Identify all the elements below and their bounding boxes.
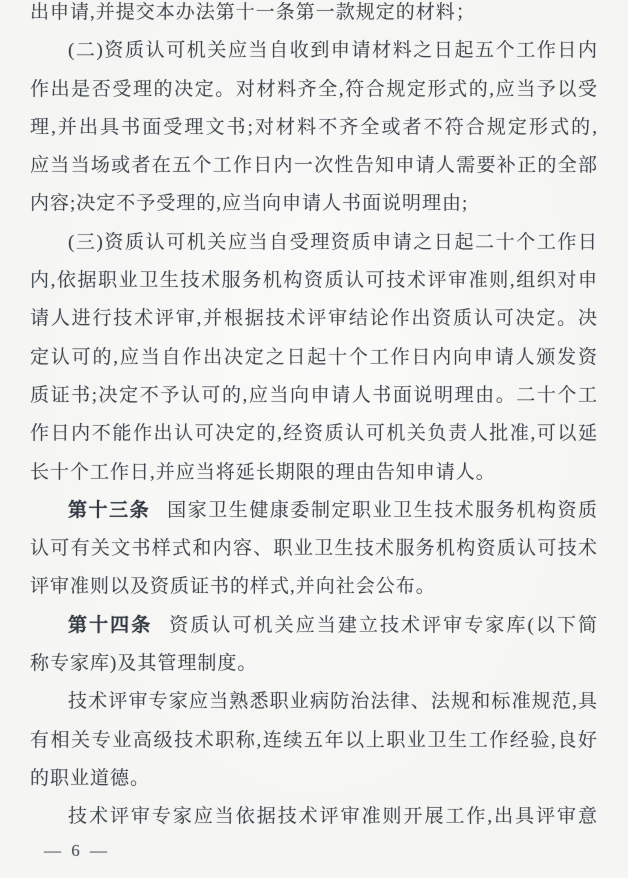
text-line: 评审准则以及资质证书的样式,并向社会公布。: [30, 576, 436, 598]
text-line: 内容;决定不予受理的,应当向申请人书面说明理由;: [30, 193, 469, 215]
text-line: 定认可的,应当自作出决定之日起十个工作日内向申请人颁发资: [30, 346, 598, 368]
text-line: 出申请,并提交本办法第十一条第一款规定的材料；: [30, 2, 476, 23]
text-line: 作出是否受理的决定。对材料齐全,符合规定形式的,应当予以受: [30, 78, 598, 100]
document-body: [30, 0, 598, 837]
page-number: — 6 —: [44, 841, 110, 860]
text-line: 长十个工作日,并应当将延长期限的理由告知申请人。: [30, 461, 496, 483]
text-line: [30, 492, 598, 530]
text-line: 技术评审专家应当依据技术评审准则开展工作,出具评审意: [68, 806, 598, 828]
text-line: 称专家库)及其管理制度。: [30, 653, 258, 675]
text-line: 作日内不能作出认可决定的,经资质认可机关负责人批准,可以延: [30, 423, 598, 445]
text-line: 技术评审专家应当熟悉职业病防治法律、法规和标准规范,具: [68, 691, 598, 713]
text-line: 有相关专业高级技术职称,连续五年以上职业卫生工作经验,良好: [30, 729, 598, 751]
text-line: 请人进行技术评审,并根据技术评审结论作出资质认可决定。决: [30, 308, 598, 330]
text-line: (三)资质认可机关应当自受理资质申请之日起二十个工作日: [68, 231, 598, 253]
text-line: 的职业道德。: [30, 767, 151, 789]
text-line: 理,并出具书面受理文书;对材料不齐全或者不符合规定形式的,: [30, 116, 598, 138]
text-line: 内,依据职业卫生技术服务机构资质认可技术评审准则,组织对申: [30, 270, 598, 292]
text-line: 质证书;决定不予认可的,应当向申请人书面说明理由。二十个工: [30, 384, 598, 406]
text-line: 认可有关文书样式和内容、职业卫生技术服务机构资质认可技术: [30, 538, 598, 560]
text-line: (二)资质认可机关应当自收到申请材料之日起五个工作日内: [68, 40, 598, 62]
article-number-heading: 第十四条: [68, 614, 153, 636]
text-line: 应当当场或者在五个工作日内一次性告知申请人需要补正的全部: [30, 155, 598, 177]
article-text: 国家卫生健康委制定职业卫生技术服务机构资质: [167, 499, 598, 521]
text-line: [30, 607, 598, 645]
article-text: 资质认可机关应当建立技术评审专家库(以下简: [169, 614, 598, 636]
article-number-heading: 第十三条: [68, 499, 151, 521]
